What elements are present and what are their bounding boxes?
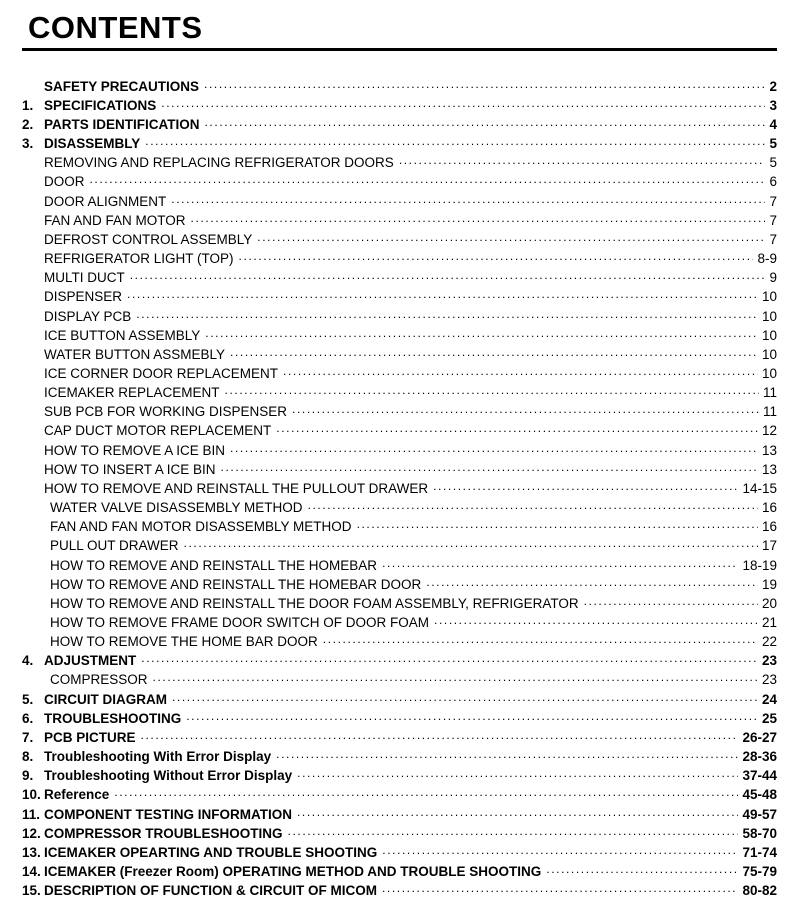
toc-entry[interactable] <box>22 96 777 115</box>
toc-entry-page-number: 13 <box>761 442 777 458</box>
toc-entry-label: FAN AND FAN MOTOR DISASSEMBLY METHOD <box>50 519 352 535</box>
toc-entry-label: PULL OUT DRAWER <box>50 538 179 554</box>
toc-entry-page-number: 5 <box>769 155 777 171</box>
toc-entry-number: 6. <box>22 710 34 726</box>
toc-entry[interactable] <box>22 460 777 479</box>
toc-leader-dots <box>382 842 738 859</box>
toc-entry-label: CAP DUCT MOTOR REPLACEMENT <box>44 423 272 439</box>
toc-leader-dots <box>230 344 758 361</box>
toc-entry-label: DISPLAY PCB <box>44 308 132 324</box>
toc-entry[interactable] <box>22 268 777 287</box>
toc-entry-page-number: 11 <box>762 404 777 420</box>
toc-leader-dots <box>308 497 758 514</box>
toc-entry-page-number: 7 <box>769 212 777 228</box>
toc-entry-label: ICE CORNER DOOR REPLACEMENT <box>44 365 279 381</box>
toc-entry-label: SPECIFICATIONS <box>44 97 157 113</box>
toc-entry-page-number: 24 <box>761 691 777 707</box>
toc-leader-dots <box>239 248 754 265</box>
toc-leader-dots <box>186 708 758 725</box>
toc-leader-dots <box>145 133 765 150</box>
toc-entry[interactable] <box>22 690 777 709</box>
toc-entry-page-number: 4 <box>769 116 777 132</box>
toc-leader-dots <box>297 804 738 821</box>
toc-entry-page-number: 17 <box>761 538 777 554</box>
toc-entry-number: 13. <box>22 844 41 860</box>
toc-entry-label: SUB PCB FOR WORKING DISPENSER <box>44 404 288 420</box>
toc-entry-page-number: 8-9 <box>757 251 777 267</box>
toc-entry-label: ICEMAKER (Freezer Room) OPERATING METHOD AND TROUBLE SHOOTING <box>44 864 542 880</box>
toc-leader-dots <box>382 880 738 897</box>
toc-entry-label: HOW TO REMOVE AND REINSTALL THE HOMEBAR DOOR <box>50 576 422 592</box>
toc-leader-dots <box>141 650 758 667</box>
toc-entry-label: ICE BUTTON ASSEMBLY <box>44 327 201 343</box>
toc-entry-page-number: 2 <box>769 78 777 94</box>
toc-entry[interactable] <box>22 709 777 728</box>
toc-entry[interactable] <box>22 249 777 268</box>
toc-entry-page-number: 7 <box>769 231 777 247</box>
toc-entry-label: TROUBLESHOOTING <box>44 710 182 726</box>
toc-entry-page-number: 10 <box>761 365 777 381</box>
toc-entry-page-number: 16 <box>761 519 777 535</box>
toc-entry[interactable] <box>22 134 777 153</box>
toc-entry[interactable] <box>22 824 777 843</box>
toc-leader-dots <box>90 171 766 188</box>
toc-entry-page-number: 5 <box>769 136 777 152</box>
toc-entry-number: 3. <box>22 136 34 152</box>
toc-entry-label: HOW TO REMOVE A ICE BIN <box>44 442 226 458</box>
title-divider <box>22 48 777 51</box>
toc-entry[interactable] <box>22 345 777 364</box>
toc-entry-label: PARTS IDENTIFICATION <box>44 116 200 132</box>
toc-leader-dots <box>161 95 765 112</box>
toc-entry-page-number: 23 <box>761 653 777 669</box>
toc-leader-dots <box>399 152 766 169</box>
toc-entry-page-number: 26-27 <box>742 729 777 745</box>
toc-entry-page-number: 12 <box>761 423 777 439</box>
toc-entry-page-number: 23 <box>761 672 777 688</box>
toc-entry-number: 9. <box>22 768 34 784</box>
toc-entry[interactable] <box>22 881 777 900</box>
toc-entry[interactable] <box>22 670 777 689</box>
toc-entry-label: COMPRESSOR <box>50 672 148 688</box>
toc-entry-label: DISASSEMBLY <box>44 136 141 152</box>
toc-leader-dots <box>283 363 758 380</box>
toc-entry-label: DEFROST CONTROL ASSEMBLY <box>44 231 253 247</box>
toc-entry-label: DESCRIPTION OF FUNCTION & CIRCUIT OF MICOM <box>44 883 377 899</box>
toc-entry-page-number: 58-70 <box>742 825 777 841</box>
toc-leader-dots <box>382 555 738 572</box>
toc-entry[interactable] <box>22 632 777 651</box>
toc-entry-page-number: 11 <box>762 385 777 401</box>
toc-leader-dots <box>323 631 758 648</box>
toc-entry[interactable] <box>22 77 777 96</box>
toc-entry-page-number: 6 <box>769 174 777 190</box>
toc-entry-label: CIRCUIT DIAGRAM <box>44 691 167 707</box>
toc-leader-dots <box>171 191 765 208</box>
toc-entry-label: DOOR <box>44 174 85 190</box>
toc-entry[interactable] <box>22 402 777 421</box>
toc-entry-label: MULTI DUCT <box>44 270 125 286</box>
toc-entry-label: REFRIGERATOR LIGHT (TOP) <box>44 251 234 267</box>
toc-entry-page-number: 25 <box>761 710 777 726</box>
toc-entry[interactable] <box>22 192 777 211</box>
toc-entry[interactable] <box>22 766 777 785</box>
toc-entry-page-number: 49-57 <box>742 806 777 822</box>
toc-entry[interactable] <box>22 747 777 766</box>
toc-entry[interactable] <box>22 326 777 345</box>
toc-entry-page-number: 22 <box>761 634 777 650</box>
toc-entry[interactable] <box>22 843 777 862</box>
toc-leader-dots <box>141 727 739 744</box>
toc-leader-dots <box>114 784 738 801</box>
toc-entry[interactable] <box>22 364 777 383</box>
toc-entry-page-number: 71-74 <box>742 844 777 860</box>
toc-entry-page-number: 9 <box>769 270 777 286</box>
table-of-contents <box>22 77 777 900</box>
toc-entry[interactable] <box>22 211 777 230</box>
toc-entry-number: 8. <box>22 749 34 765</box>
toc-entry-page-number: 80-82 <box>742 883 777 899</box>
toc-entry-page-number: 75-79 <box>742 864 777 880</box>
toc-entry-label: DISPENSER <box>44 289 123 305</box>
toc-leader-dots <box>546 861 738 878</box>
toc-entry[interactable] <box>22 307 777 326</box>
toc-entry-label: PCB PICTURE <box>44 729 136 745</box>
toc-entry[interactable] <box>22 421 777 440</box>
toc-leader-dots <box>172 689 758 706</box>
toc-leader-dots <box>230 440 758 457</box>
toc-entry-page-number: 3 <box>769 97 777 113</box>
toc-entry[interactable] <box>22 153 777 172</box>
toc-entry[interactable] <box>22 575 777 594</box>
toc-entry-label: HOW TO INSERT A ICE BIN <box>44 461 216 477</box>
toc-entry-page-number: 13 <box>761 461 777 477</box>
toc-leader-dots <box>276 420 758 437</box>
toc-entry[interactable] <box>22 517 777 536</box>
toc-entry[interactable] <box>22 556 777 575</box>
toc-entry-label: Reference <box>44 787 110 803</box>
toc-entry-label: HOW TO REMOVE AND REINSTALL THE HOMEBAR <box>50 557 378 573</box>
toc-leader-dots <box>357 516 758 533</box>
toc-entry[interactable] <box>22 785 777 804</box>
contents-page <box>0 10 799 898</box>
toc-leader-dots <box>584 593 758 610</box>
toc-entry-label: Troubleshooting With Error Display <box>44 749 272 765</box>
toc-leader-dots <box>297 765 738 782</box>
toc-entry-page-number: 18-19 <box>742 557 777 573</box>
toc-entry-page-number: 37-44 <box>742 768 777 784</box>
toc-entry-label: COMPONENT TESTING INFORMATION <box>44 806 292 822</box>
toc-leader-dots <box>130 267 766 284</box>
toc-leader-dots <box>184 535 758 552</box>
toc-leader-dots <box>136 306 758 323</box>
toc-leader-dots <box>434 612 758 629</box>
toc-entry-number: 11. <box>22 806 41 822</box>
toc-entry-page-number: 10 <box>761 327 777 343</box>
toc-leader-dots <box>191 210 766 227</box>
toc-entry-number: 1. <box>22 97 34 113</box>
toc-entry-label: COMPRESSOR TROUBLESHOOTING <box>44 825 283 841</box>
toc-entry-label: HOW TO REMOVE THE HOME BAR DOOR <box>50 634 318 650</box>
toc-entry-number: 12. <box>22 825 41 841</box>
toc-entry-number: 10. <box>22 787 41 803</box>
toc-leader-dots <box>205 325 758 342</box>
toc-entry[interactable] <box>22 115 777 134</box>
toc-entry-label: ICEMAKER OPEARTING AND TROUBLE SHOOTING <box>44 844 378 860</box>
toc-leader-dots <box>221 459 758 476</box>
toc-leader-dots <box>257 229 765 246</box>
toc-entry[interactable] <box>22 287 777 306</box>
toc-entry-number: 2. <box>22 116 34 132</box>
toc-leader-dots <box>292 401 759 418</box>
toc-entry[interactable] <box>22 613 777 632</box>
toc-entry-page-number: 45-48 <box>742 787 777 803</box>
toc-leader-dots <box>433 478 738 495</box>
toc-entry-page-number: 10 <box>761 308 777 324</box>
toc-entry-label: DOOR ALIGNMENT <box>44 193 167 209</box>
toc-entry-number: 4. <box>22 653 34 669</box>
toc-entry[interactable] <box>22 594 777 613</box>
toc-entry[interactable] <box>22 536 777 555</box>
toc-entry-label: WATER BUTTON ASSMEBLY <box>44 346 226 362</box>
toc-leader-dots <box>276 746 738 763</box>
toc-entry[interactable] <box>22 441 777 460</box>
toc-entry-number: 5. <box>22 691 34 707</box>
toc-entry-label: Troubleshooting Without Error Display <box>44 768 293 784</box>
toc-leader-dots <box>205 114 766 131</box>
toc-entry-number: 15. <box>22 883 41 899</box>
toc-entry-page-number: 7 <box>769 193 777 209</box>
toc-leader-dots <box>127 286 758 303</box>
toc-leader-dots <box>426 574 758 591</box>
toc-entry[interactable] <box>22 651 777 670</box>
toc-entry[interactable] <box>22 728 777 747</box>
toc-entry-page-number: 14-15 <box>742 480 777 496</box>
toc-entry[interactable] <box>22 862 777 881</box>
toc-leader-dots <box>288 823 739 840</box>
toc-entry-label: REMOVING AND REPLACING REFRIGERATOR DOORS <box>44 155 394 171</box>
toc-entry-page-number: 10 <box>761 289 777 305</box>
toc-entry-label: HOW TO REMOVE AND REINSTALL THE DOOR FOAM ASSEMBLY, REFRIGERATOR <box>50 595 579 611</box>
toc-entry-label: HOW TO REMOVE AND REINSTALL THE PULLOUT DRAWER <box>44 480 429 496</box>
toc-entry-page-number: 21 <box>761 615 777 631</box>
toc-entry-number: 14. <box>22 864 41 880</box>
toc-entry-page-number: 16 <box>761 500 777 516</box>
toc-entry[interactable] <box>22 383 777 402</box>
toc-leader-dots <box>225 382 759 399</box>
toc-entry-page-number: 28-36 <box>742 749 777 765</box>
toc-entry[interactable] <box>22 172 777 191</box>
page-title: CONTENTS <box>28 10 203 45</box>
toc-entry[interactable] <box>22 230 777 249</box>
toc-leader-dots <box>204 76 765 93</box>
toc-leader-dots <box>153 669 758 686</box>
toc-entry-page-number: 10 <box>761 346 777 362</box>
toc-entry[interactable] <box>22 479 777 498</box>
toc-entry-number: 7. <box>22 729 34 745</box>
toc-entry-label: SAFETY PRECAUTIONS <box>44 78 200 94</box>
toc-entry-label: HOW TO REMOVE FRAME DOOR SWITCH OF DOOR FOAM <box>50 615 430 631</box>
toc-entry[interactable] <box>22 498 777 517</box>
toc-entry-label: FAN AND FAN MOTOR <box>44 212 186 228</box>
toc-entry-label: ICEMAKER REPLACEMENT <box>44 385 220 401</box>
toc-entry-label: WATER VALVE DISASSEMBLY METHOD <box>50 500 303 516</box>
toc-entry-page-number: 20 <box>761 595 777 611</box>
toc-entry-label: ADJUSTMENT <box>44 653 137 669</box>
toc-entry-page-number: 19 <box>761 576 777 592</box>
toc-entry[interactable] <box>22 805 777 824</box>
